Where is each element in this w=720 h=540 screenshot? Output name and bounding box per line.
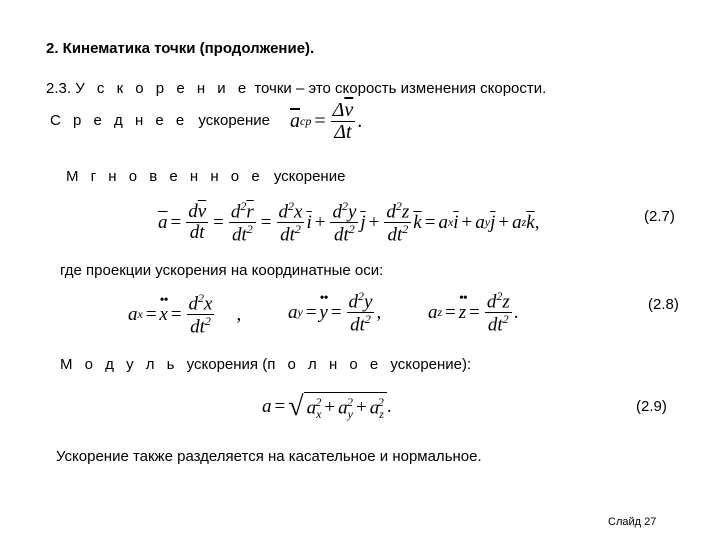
average-label-word: ускорение xyxy=(198,112,271,129)
slide-title: 2. Кинематика точки (продолжение). xyxy=(46,40,315,57)
average-acceleration-formula: $\overline{a}$ ср = $\frac{\Delta\overline{v}}{\Delta t}$ . xyxy=(290,99,363,143)
instant-label xyxy=(66,168,345,185)
equation-number-2-8: (2.8) xyxy=(648,296,679,313)
modulus-label-end: ускорение): xyxy=(390,356,472,373)
modulus-label-full: п о л н о е xyxy=(267,356,383,373)
average-label xyxy=(50,112,270,129)
footer-text: Ускорение также разделяется на касательное и нормальное. xyxy=(56,448,482,465)
section-term: У с к о р е н и е xyxy=(75,80,251,97)
section-number: 2.3. xyxy=(46,80,72,97)
slide-number: Слайд 27 xyxy=(608,516,657,528)
section-definition xyxy=(46,80,546,97)
equation-number-2-7: (2.7) xyxy=(644,208,675,225)
projections-text: где проекции ускорения на координатные оси: xyxy=(60,262,384,279)
modulus-formula: a = √ $a_x^2 + a_y^2 + a_z^2$ . xyxy=(262,391,392,423)
instant-acceleration-formula: $\overline{a}$ = $\frac{d\overline{v}}{dt}$ = $\frac{d^2\overline{r}}{dt^2}$ = $\frac{d^2x}{dt^2}$ $\overline{i}$ + $\frac{d^2y}{dt^2}$ $\overline{j}$ + $\frac{d^2z}{dt^2}$ $\overline{k}$ = a x $\overline{i}$ + a y $\overline{j}$ + a z $\overline{k}$ , xyxy=(158,199,540,246)
section-definition-text: точки – это скорость изменения скорости. xyxy=(254,80,547,97)
projection-y-formula: a y = •• y = $\frac{d^2y}{dt^2}$ , xyxy=(288,289,382,336)
modulus-label-spaced: М о д у л ь xyxy=(60,356,179,373)
projection-x-formula: a x = •• x = $\frac{d^2x}{dt^2}$ , xyxy=(128,291,242,338)
instant-label-spaced: М г н о в е н н о е xyxy=(66,168,264,185)
instant-label-word: ускорение xyxy=(273,168,346,185)
modulus-label-mid: ускорения ( xyxy=(186,356,268,373)
projection-z-formula: a z = •• z = $\frac{d^2z}{dt^2}$ . xyxy=(428,289,519,336)
average-label-spaced: С р е д н е е xyxy=(50,112,189,129)
equation-number-2-9: (2.9) xyxy=(636,398,667,415)
modulus-label xyxy=(60,356,471,373)
